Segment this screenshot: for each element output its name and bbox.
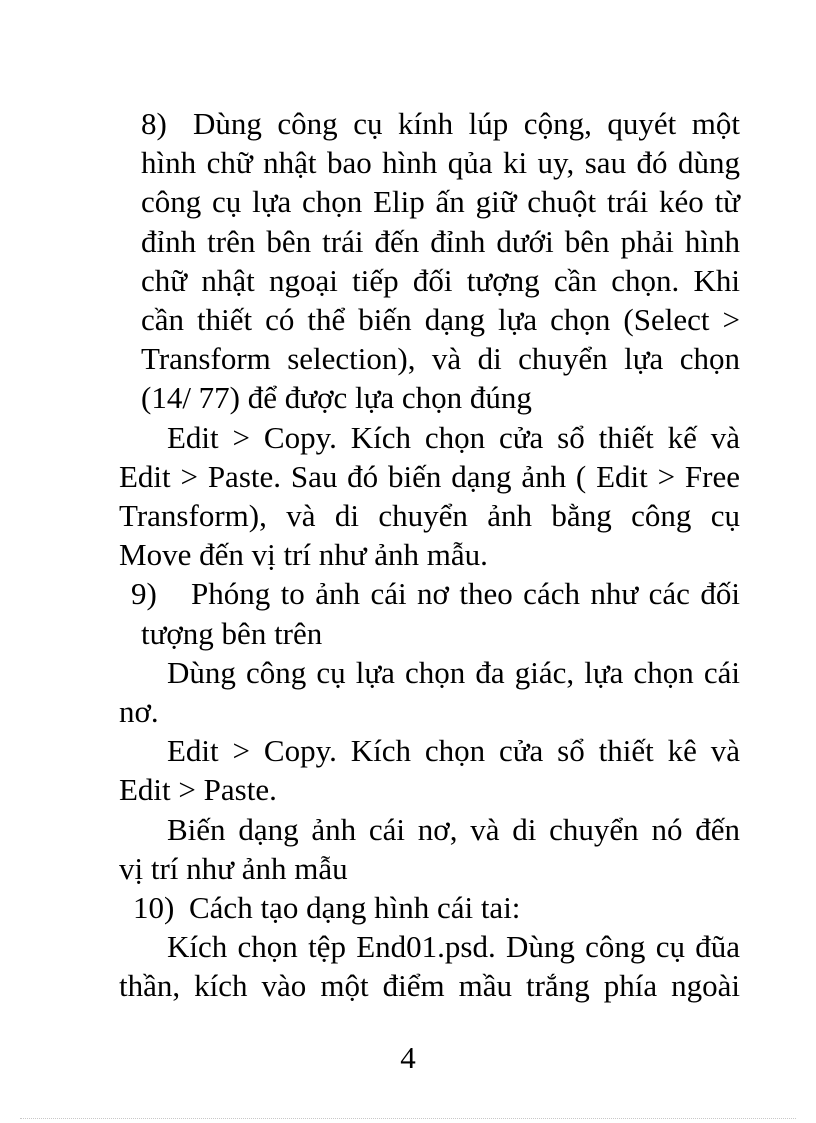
text-line: đỉnh trên bên trái đến đỉnh dưới bên phải hình [141, 223, 740, 259]
text-line: Edit > Copy. Kích chọn cửa sổ thiết kế và [167, 419, 740, 455]
text-line: Transform selection), và di chuyển lựa chọn [141, 341, 740, 377]
text-line: Biến dạng ảnh cái nơ, và di chuyển nó đến [167, 811, 740, 847]
footer-divider [20, 1118, 796, 1119]
text-line: Move đến vị trí như ảnh mẫu. [119, 537, 488, 573]
text-line: hình chữ nhật bao hình qủa ki uy, sau đó dùng [141, 145, 740, 181]
page-body [119, 104, 740, 1006]
step-9 [119, 574, 740, 613]
text-line: (14/ 77) để được lựa chọn đúng [141, 380, 532, 416]
text-line: Edit > Paste. [119, 772, 277, 808]
text-line: vị trí như ảnh mẫu [119, 850, 348, 886]
step-10-number: 10) [133, 890, 175, 926]
text-line: công cụ lựa chọn Elip ấn giữ chuột trái kéo từ [141, 184, 740, 220]
text-line: thần, kích vào một điểm mầu trắng phía ngoài [119, 968, 740, 1004]
text-line: cần thiết có thể biến dạng lựa chọn (Select > [141, 302, 740, 338]
text-line: nơ. [119, 694, 159, 730]
step-8 [119, 104, 740, 143]
text-line: Edit > Copy. Kích chọn cửa sổ thiết kê và [167, 733, 740, 769]
text-line: chữ nhật ngoại tiếp đối tượng cần chọn. Khi [141, 262, 740, 298]
text-line: Dùng công cụ kính lúp cộng, quyét một [193, 106, 740, 141]
paragraph-polygon-select [119, 653, 740, 731]
step-9-continuation [119, 614, 740, 653]
step-8-number: 8) [141, 106, 167, 141]
text-line: Dùng công cụ lựa chọn đa giác, lựa chọn cái [167, 654, 740, 690]
text-line: Transform), và di chuyển ảnh bằng công cụ [119, 498, 740, 534]
page-number: 4 [400, 1040, 416, 1075]
text-line: Cách tạo dạng hình cái tai: [189, 890, 521, 926]
step-8-continuation [119, 143, 740, 417]
text-line: Edit > Paste. Sau đó biến dạng ảnh ( Edit > Free [119, 458, 740, 494]
paragraph-copy-paste-2 [119, 731, 740, 809]
text-line: tượng bên trên [141, 615, 323, 651]
step-8-text [193, 104, 740, 143]
text-line: Kích chọn tệp End01.psd. Dùng công cụ đũa [167, 929, 740, 965]
paragraph-transform [119, 810, 740, 888]
step-9-number: 9) [131, 576, 157, 612]
step-10-text [189, 888, 740, 927]
paragraph-magic-wand [119, 927, 740, 1005]
text-line: Phóng to ảnh cái nơ theo cách như các đối [191, 576, 740, 612]
step-10 [119, 888, 740, 927]
step-9-text [191, 574, 740, 613]
paragraph-copy-paste-1 [119, 418, 740, 575]
